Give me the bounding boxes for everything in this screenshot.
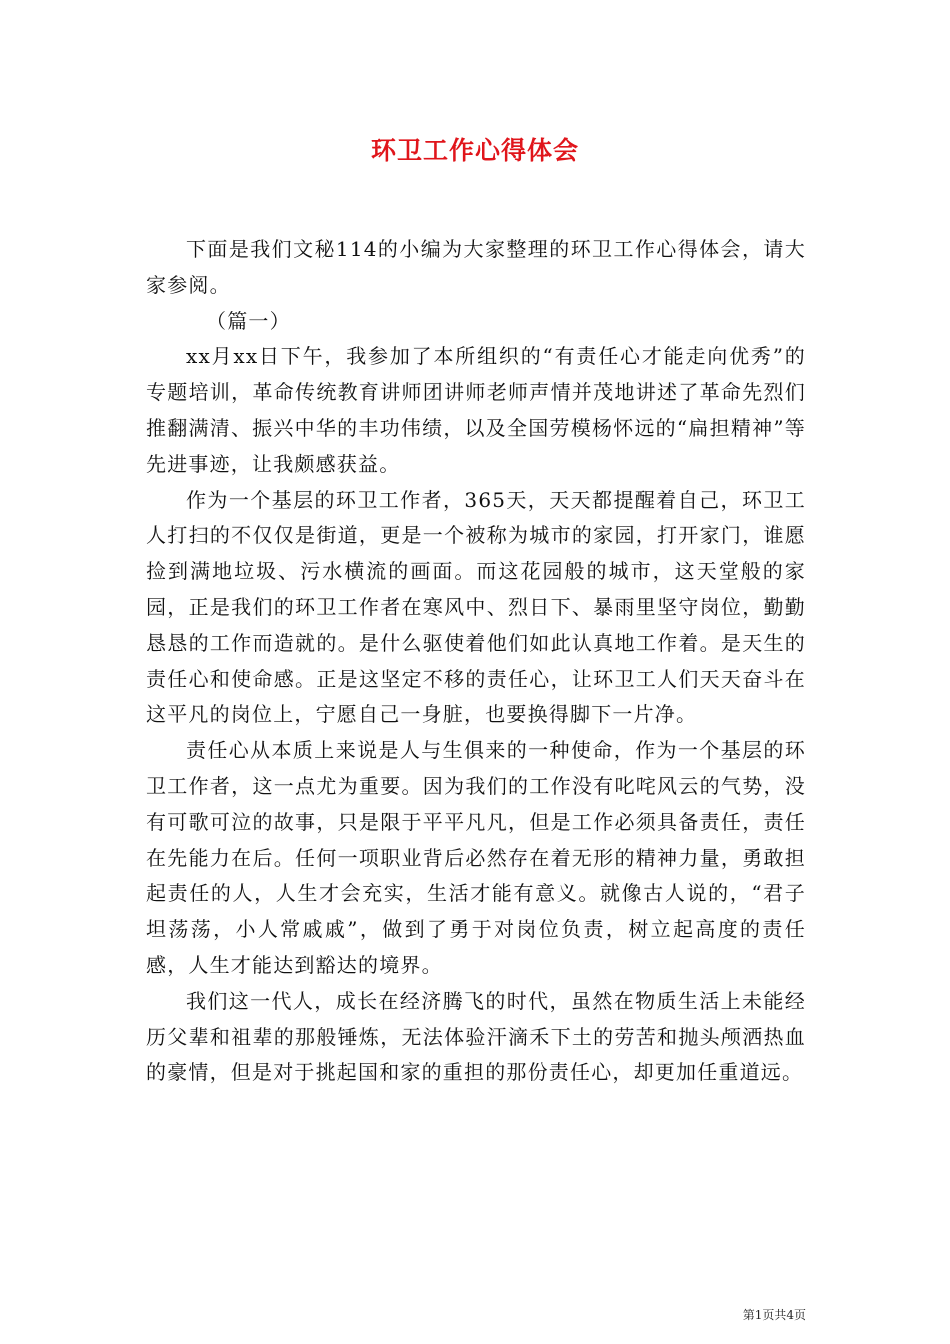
section-heading: （篇一）	[206, 308, 291, 333]
paragraph: xx月xx日下午，我参加了本所组织的“有责任心才能走向优秀”的专题培训，革命传统教育讲师团讲师老师声情并茂地讲述了革命先烈们推翻满清、振兴中华的丰功伟绩，以及全国劳模杨怀远的“扁担精神”等先进事迹，让我颇感获益。	[146, 344, 806, 476]
paragraph: 责任心从本质上来说是人与生俱来的一种使命，作为一个基层的环卫工作者，这一点尤为重要。因为我们的工作没有叱咤风云的气势，没有可歌可泣的故事，只是限于平平凡凡，但是工作必须具备责任，责任在先能力在后。任何一项职业背后必然存在着无形的精神力量，勇敢担起责任的人，人生才会充实，生活才能有意义。就像古人说的，“君子坦荡荡，小人常戚戚”，做到了勇于对岗位负责，树立起高度的责任感，人生才能达到豁达的境界。	[146, 738, 806, 977]
page-number-footer: 第1页共4页	[742, 1308, 806, 1322]
document-body	[146, 232, 806, 1091]
paragraph-intro: 下面是我们文秘114的小编为大家整理的环卫工作心得体会，请大家参阅。	[146, 237, 806, 297]
document-title: 环卫工作心得体会	[370, 136, 579, 165]
paragraph: 我们这一代人，成长在经济腾飞的时代，虽然在物质生活上未能经历父辈和祖辈的那般锤炼，无法体验汗滴禾下土的劳苦和抛头颅洒热血的豪情，但是对于挑起国和家的重担的那份责任心，却更加任重道远。	[146, 988, 806, 1085]
paragraph: 作为一个基层的环卫工作者，365天，天天都提醒着自己，环卫工人打扫的不仅仅是街道，更是一个被称为城市的家园，打开家门，谁愿捡到满地垃圾、污水横流的画面。而这花园般的城市，这天堂般的家园，正是我们的环卫工作者在寒风中、烈日下、暴雨里坚守岗位，勤勤恳恳的工作而造就的。是什么驱使着他们如此认真地工作着。是天生的责任心和使命感。正是这坚定不移的责任心，让环卫工人们天天奋斗在这平凡的岗位上，宁愿自己一身脏，也要换得脚下一片净。	[146, 487, 806, 727]
